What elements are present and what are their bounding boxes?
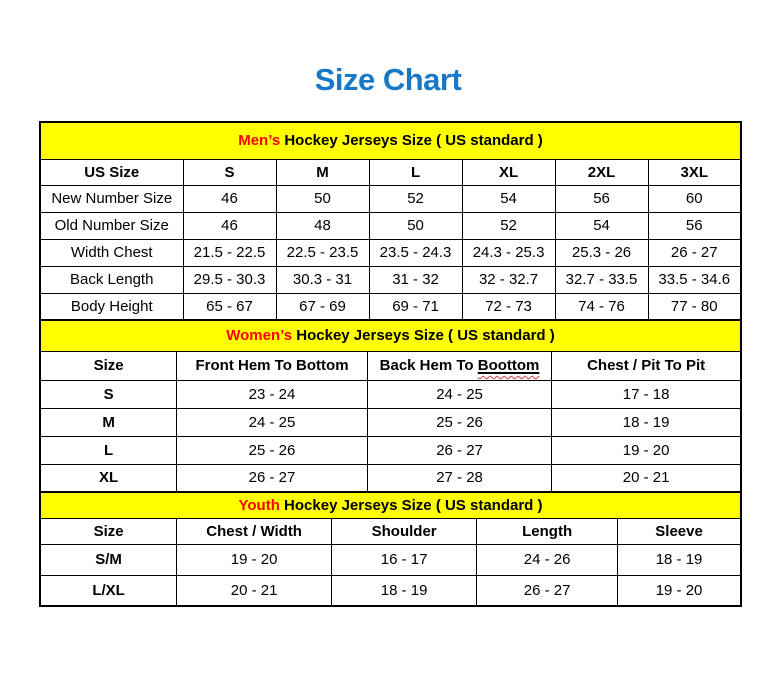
mens-column-header-5: 2XL <box>555 159 648 185</box>
mens-section-heading <box>40 122 741 159</box>
youth-row-label-0: S/M <box>40 544 177 575</box>
youth-column-header-3: Length <box>477 518 618 544</box>
youth-column-header-2: Shoulder <box>332 518 477 544</box>
mens-cell-r4-c3: 69 - 71 <box>369 293 462 320</box>
mens-cell-r4-c5: 74 - 76 <box>555 293 648 320</box>
womens-cell-r0-c1: 23 - 24 <box>177 380 368 408</box>
mens-table-row-1 <box>40 212 741 239</box>
mens-column-header-1: S <box>183 159 276 185</box>
womens-heading-accent: Women’s <box>226 327 293 345</box>
womens-row-label-2: L <box>40 436 177 464</box>
womens-column-header-3: Chest / Pit To Pit <box>552 351 741 380</box>
youth-column-header-0: Size <box>40 518 177 544</box>
womens-size-table <box>39 319 742 493</box>
mens-column-header-row <box>40 159 741 185</box>
womens-column-header-row <box>40 351 741 380</box>
mens-row-label-0: New Number Size <box>40 185 183 212</box>
mens-column-header-0: US Size <box>40 159 183 185</box>
mens-column-header-2: M <box>276 159 369 185</box>
mens-cell-r4-c4: 72 - 73 <box>462 293 555 320</box>
womens-row-label-1: M <box>40 408 177 436</box>
youth-cell-r0-c2: 16 - 17 <box>332 544 477 575</box>
mens-table-row-0 <box>40 185 741 212</box>
mens-cell-r1-c2: 48 <box>276 212 369 239</box>
youth-column-header-4: Sleeve <box>618 518 741 544</box>
mens-cell-r1-c6: 56 <box>648 212 741 239</box>
mens-cell-r2-c3: 23.5 - 24.3 <box>369 239 462 266</box>
womens-column-header-2: Back Hem To Boottom <box>367 351 551 380</box>
mens-cell-r3-c4: 32 - 32.7 <box>462 266 555 293</box>
womens-section-heading <box>40 320 741 351</box>
page-title: Size Chart <box>314 62 462 97</box>
youth-cell-r0-c1: 19 - 20 <box>177 544 332 575</box>
youth-heading-accent: Youth <box>238 496 280 514</box>
mens-size-table <box>39 121 742 321</box>
youth-cell-r1-c4: 19 - 20 <box>618 575 741 606</box>
womens-cell-r0-c3: 17 - 18 <box>552 380 741 408</box>
mens-heading-text: Hockey Jerseys Size ( US standard ) <box>280 132 543 150</box>
womens-cell-r2-c2: 26 - 27 <box>367 436 551 464</box>
womens-cell-r3-c3: 20 - 21 <box>552 464 741 492</box>
womens-cell-r1-c2: 25 - 26 <box>367 408 551 436</box>
youth-cell-r0-c4: 18 - 19 <box>618 544 741 575</box>
mens-row-label-1: Old Number Size <box>40 212 183 239</box>
mens-cell-r3-c3: 31 - 32 <box>369 266 462 293</box>
mens-column-header-6: 3XL <box>648 159 741 185</box>
mens-table-row-2 <box>40 239 741 266</box>
mens-cell-r2-c1: 21.5 - 22.5 <box>183 239 276 266</box>
mens-cell-r1-c5: 54 <box>555 212 648 239</box>
womens-cell-r1-c3: 18 - 19 <box>552 408 741 436</box>
mens-cell-r2-c6: 26 - 27 <box>648 239 741 266</box>
mens-cell-r0-c4: 54 <box>462 185 555 212</box>
youth-section-heading <box>40 492 741 518</box>
underlined-word: Boottom <box>477 357 540 374</box>
youth-size-table <box>39 491 742 607</box>
womens-column-header-1: Front Hem To Bottom <box>177 351 368 380</box>
youth-table-row-0 <box>40 544 741 575</box>
womens-band-row <box>40 320 741 351</box>
youth-cell-r1-c1: 20 - 21 <box>177 575 332 606</box>
youth-band-row <box>40 492 741 518</box>
mens-table-row-3 <box>40 266 741 293</box>
youth-heading-text: Hockey Jerseys Size ( US standard ) <box>279 496 543 514</box>
mens-cell-r1-c4: 52 <box>462 212 555 239</box>
mens-cell-r4-c2: 67 - 69 <box>276 293 369 320</box>
size-chart-tables <box>39 121 742 607</box>
mens-cell-r1-c1: 46 <box>183 212 276 239</box>
womens-table-row-2 <box>40 436 741 464</box>
mens-row-label-3: Back Length <box>40 266 183 293</box>
mens-heading-accent: Men’s <box>238 132 281 150</box>
mens-cell-r2-c4: 24.3 - 25.3 <box>462 239 555 266</box>
womens-row-label-3: XL <box>40 464 177 492</box>
mens-table-row-4 <box>40 293 741 320</box>
misspelled-word-squiggle <box>478 357 540 374</box>
womens-cell-r0-c2: 24 - 25 <box>367 380 551 408</box>
mens-cell-r4-c1: 65 - 67 <box>183 293 276 320</box>
mens-row-label-4: Body Height <box>40 293 183 320</box>
mens-cell-r0-c6: 60 <box>648 185 741 212</box>
womens-row-label-0: S <box>40 380 177 408</box>
mens-row-label-2: Width Chest <box>40 239 183 266</box>
mens-cell-r0-c2: 50 <box>276 185 369 212</box>
mens-cell-r1-c3: 50 <box>369 212 462 239</box>
mens-cell-r4-c6: 77 - 80 <box>648 293 741 320</box>
mens-cell-r3-c6: 33.5 - 34.6 <box>648 266 741 293</box>
mens-cell-r2-c2: 22.5 - 23.5 <box>276 239 369 266</box>
womens-cell-r3-c1: 26 - 27 <box>177 464 368 492</box>
youth-cell-r1-c2: 18 - 19 <box>332 575 477 606</box>
youth-column-header-row <box>40 518 741 544</box>
womens-table-row-1 <box>40 408 741 436</box>
youth-column-header-1: Chest / Width <box>177 518 332 544</box>
womens-cell-r2-c3: 19 - 20 <box>552 436 741 464</box>
womens-table-row-0 <box>40 380 741 408</box>
youth-table-row-1 <box>40 575 741 606</box>
womens-column-header-0: Size <box>40 351 177 380</box>
mens-cell-r3-c2: 30.3 - 31 <box>276 266 369 293</box>
womens-cell-r1-c1: 24 - 25 <box>177 408 368 436</box>
youth-cell-r0-c3: 24 - 26 <box>477 544 618 575</box>
mens-cell-r0-c1: 46 <box>183 185 276 212</box>
womens-heading-text: Hockey Jerseys Size ( US standard ) <box>292 327 555 345</box>
womens-cell-r3-c2: 27 - 28 <box>367 464 551 492</box>
mens-column-header-4: XL <box>462 159 555 185</box>
womens-cell-r2-c1: 25 - 26 <box>177 436 368 464</box>
mens-cell-r3-c1: 29.5 - 30.3 <box>183 266 276 293</box>
mens-column-header-3: L <box>369 159 462 185</box>
youth-row-label-1: L/XL <box>40 575 177 606</box>
youth-cell-r1-c3: 26 - 27 <box>477 575 618 606</box>
mens-cell-r0-c5: 56 <box>555 185 648 212</box>
mens-cell-r2-c5: 25.3 - 26 <box>555 239 648 266</box>
mens-cell-r3-c5: 32.7 - 33.5 <box>555 266 648 293</box>
mens-cell-r0-c3: 52 <box>369 185 462 212</box>
mens-band-row <box>40 122 741 159</box>
womens-table-row-3 <box>40 464 741 492</box>
